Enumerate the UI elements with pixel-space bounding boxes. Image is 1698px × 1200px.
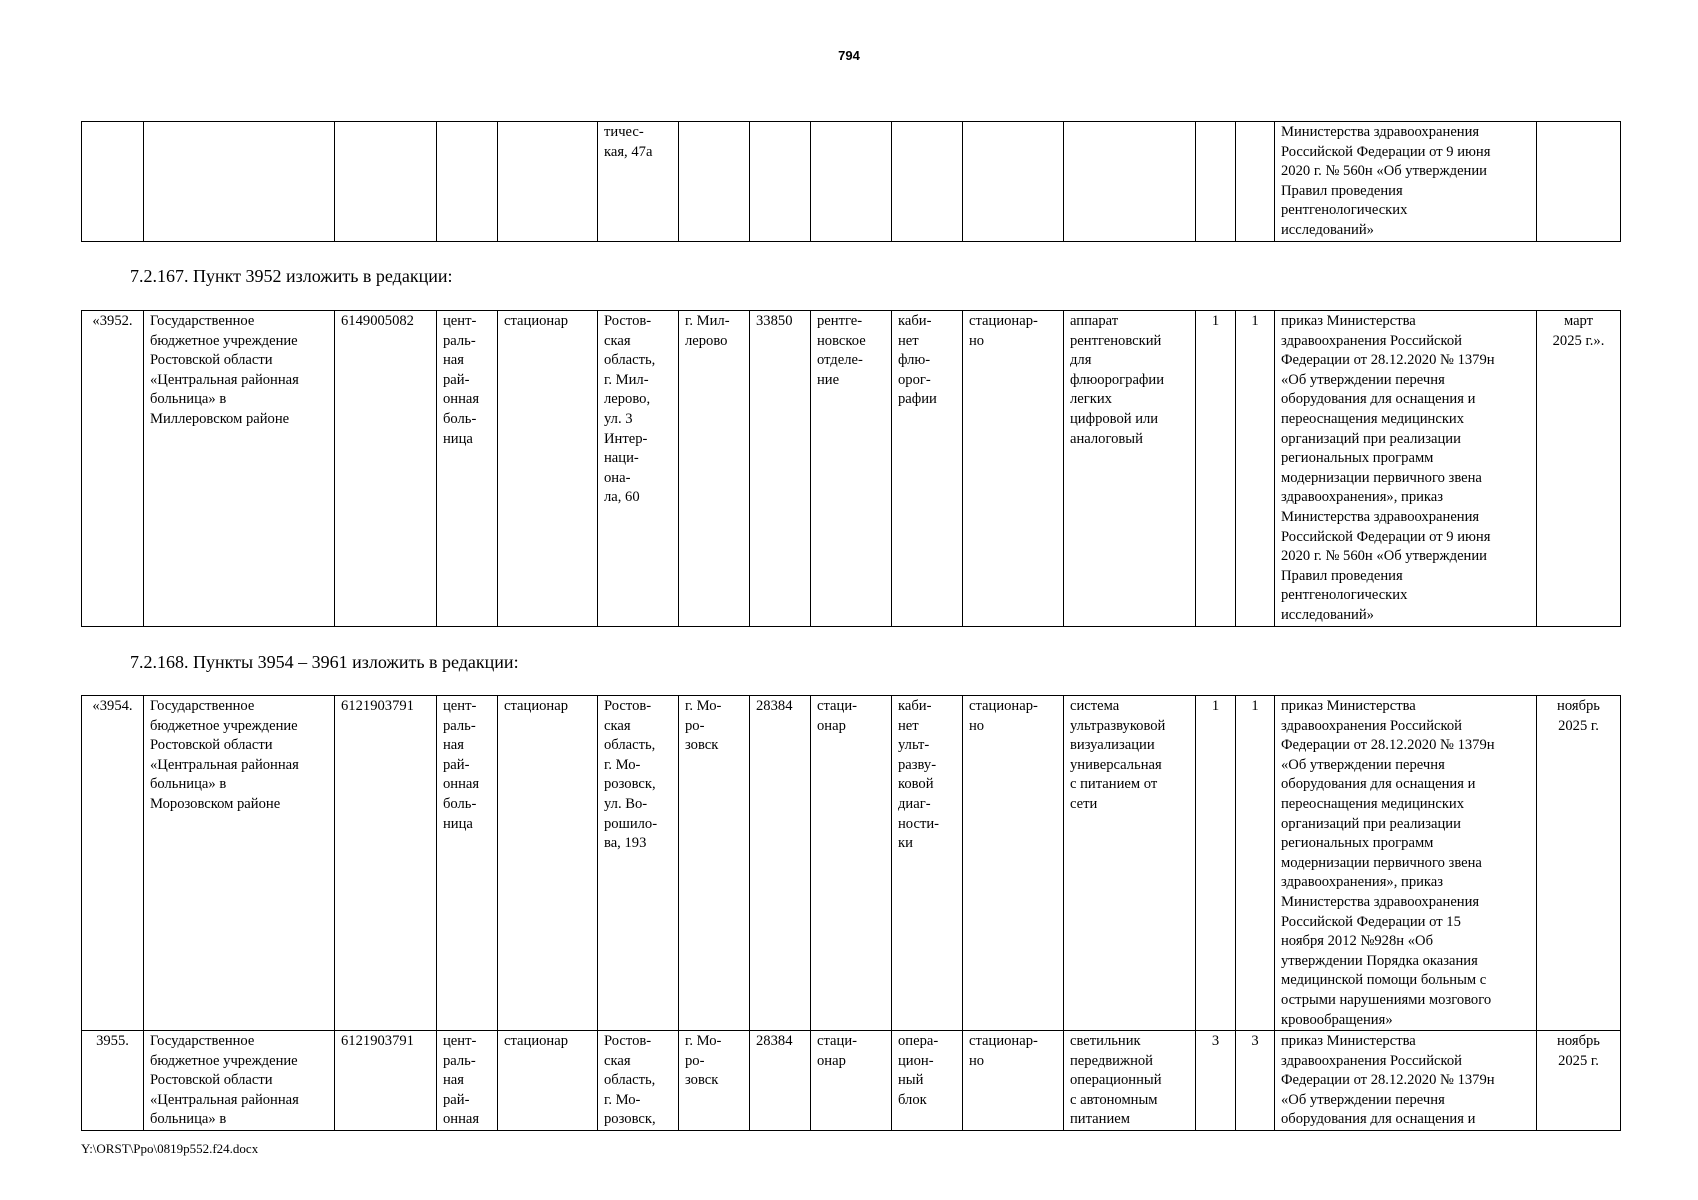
cell-address: Ростов- ская область, г. Мо- розовск, (598, 1031, 679, 1131)
cell-code (750, 122, 811, 242)
cell-inn (335, 122, 437, 242)
cell-num: «3954. (82, 696, 144, 1031)
section-heading-3952: 7.2.167. Пункт 3952 изложить в редакции: (130, 266, 453, 286)
cell-type: цент- раль- ная рай- онная (437, 1031, 498, 1131)
cell-date: ноябрь 2025 г. (1537, 1031, 1621, 1131)
cell-dept: стаци- онар (811, 1031, 892, 1131)
table-row (82, 696, 1621, 1031)
cell-type: цент- раль- ная рай- онная боль- ница (437, 311, 498, 627)
cell-count1: 1 (1196, 311, 1236, 627)
cell-basis: приказ Министерства здравоохранения Российской Федерации от 28.12.2020 № 1379н «Об утверждении перечня оборудования для оснащения и переоснащения медицинских организаций при реализации региональных программ модернизации первичного звена здравоохранения», приказ Министерства здравоохранения Российской Федерации от 9 июня 2020 г. № 560н «Об утверждении Правил проведения рентгенологических исследований» (1275, 311, 1537, 627)
cell-count2: 1 (1236, 311, 1275, 627)
cell-basis: приказ Министерства здравоохранения Российской Федерации от 28.12.2020 № 1379н «Об утверждении перечня оборудования для оснащения и переоснащения медицинских организаций при реализации региональных программ модернизации первичного звена здравоохранения», приказ Министерства здравоохранения Российской Федерации от 15 ноября 2012 №928н «Об утверждении Порядка оказания медицинской помощи больным с острыми нарушениями мозгового кровообращения» (1275, 696, 1537, 1031)
cell-address: тичес- кая, 47а (598, 122, 679, 242)
cell-count1: 3 (1196, 1031, 1236, 1131)
footer-file-path: Y:\ORST\Ppo\0819p552.f24.docx (81, 1141, 259, 1156)
cell-code: 28384 (750, 696, 811, 1031)
cell-mode: стационар- но (963, 1031, 1064, 1131)
cell-city: г. Мо- ро- зовск (679, 1031, 750, 1131)
cell-org: Государственное бюджетное учреждение Ростовской области «Центральная районная больница» в (144, 1031, 335, 1131)
cell-room: каби- нет флю- орог- рафии (892, 311, 963, 627)
cell-city (679, 122, 750, 242)
cell-org (144, 122, 335, 242)
cell-room: каби- нет ульт- разву- ковой диаг- ности- ки (892, 696, 963, 1031)
table-row (82, 311, 1621, 627)
cell-code: 33850 (750, 311, 811, 627)
continuation-table (81, 121, 1621, 242)
cell-type: цент- раль- ная рай- онная боль- ница (437, 696, 498, 1031)
cell-mode: стационар- но (963, 696, 1064, 1031)
cell-date: ноябрь 2025 г. (1537, 696, 1621, 1031)
cell-inn: 6121903791 (335, 696, 437, 1031)
cell-profile: стационар (498, 1031, 598, 1131)
cell-basis: Министерства здравоохранения Российской Федерации от 9 июня 2020 г. № 560н «Об утверждении Правил проведения рентгенологических исследований» (1275, 122, 1537, 242)
cell-count1: 1 (1196, 696, 1236, 1031)
cell-profile: стационар (498, 311, 598, 627)
cell-org: Государственное бюджетное учреждение Ростовской области «Центральная районная больница» в Морозовском районе (144, 696, 335, 1031)
cell-dept (811, 122, 892, 242)
cell-equipment (1064, 122, 1196, 242)
cell-dept: стаци- онар (811, 696, 892, 1031)
cell-equipment: система ультразвуковой визуализации универсальная с питанием от сети (1064, 696, 1196, 1031)
cell-room: опера- цион- ный блок (892, 1031, 963, 1131)
table-row (82, 122, 1621, 242)
cell-room (892, 122, 963, 242)
cell-date: март 2025 г.». (1537, 311, 1621, 627)
cell-address: Ростов- ская область, г. Мил- лерово, ул. 3 Интер- наци- она- ла, 60 (598, 311, 679, 627)
cell-inn: 6121903791 (335, 1031, 437, 1131)
cell-mode: стационар- но (963, 311, 1064, 627)
cell-city: г. Мил- лерово (679, 311, 750, 627)
cell-basis: приказ Министерства здравоохранения Российской Федерации от 28.12.2020 № 1379н «Об утверждении перечня оборудования для оснащения и (1275, 1031, 1537, 1131)
cell-profile (498, 122, 598, 242)
cell-num (82, 122, 144, 242)
section-heading-3954-3961: 7.2.168. Пункты 3954 – 3961 изложить в редакции: (130, 652, 519, 672)
cell-code: 28384 (750, 1031, 811, 1131)
page-number: 794 (838, 48, 860, 63)
cell-equipment: светильник передвижной операционный с автономным питанием (1064, 1031, 1196, 1131)
cell-count1 (1196, 122, 1236, 242)
cell-type (437, 122, 498, 242)
cell-equipment: аппарат рентгеновский для флюорографии легких цифровой или аналоговый (1064, 311, 1196, 627)
cell-mode (963, 122, 1064, 242)
cell-num: «3952. (82, 311, 144, 627)
cell-profile: стационар (498, 696, 598, 1031)
cell-city: г. Мо- ро- зовск (679, 696, 750, 1031)
section1-table (81, 310, 1621, 627)
cell-dept: рентге- новское отделе- ние (811, 311, 892, 627)
cell-inn: 6149005082 (335, 311, 437, 627)
cell-count2 (1236, 122, 1275, 242)
cell-org: Государственное бюджетное учреждение Ростовской области «Центральная районная больница» в Миллеровском районе (144, 311, 335, 627)
cell-count2: 1 (1236, 696, 1275, 1031)
cell-count2: 3 (1236, 1031, 1275, 1131)
table-row (82, 1031, 1621, 1131)
section2-table (81, 695, 1621, 1131)
cell-date (1537, 122, 1621, 242)
cell-num: 3955. (82, 1031, 144, 1131)
cell-address: Ростов- ская область, г. Мо- розовск, ул. Во- рошило- ва, 193 (598, 696, 679, 1031)
